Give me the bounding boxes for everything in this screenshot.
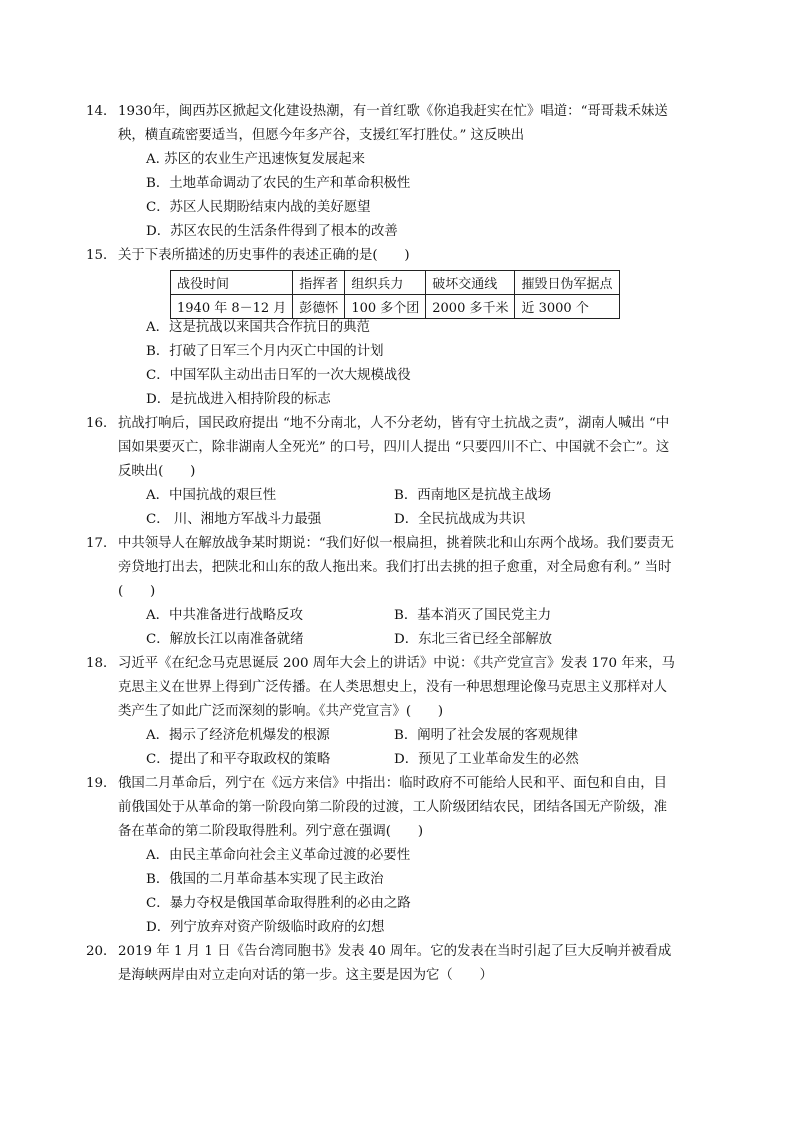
option-c: C．提出了和平夺取政权的策略 bbox=[146, 752, 331, 767]
option-a: A．揭示了经济危机爆发的根源 bbox=[146, 728, 330, 743]
table-cell: 2000 多千米 bbox=[426, 295, 515, 319]
question-text: 1930年，闽西苏区掀起文化建设热潮，有一首红歌《你追我赶实在忙》唱道：“哥哥栽禾妹送秧，横直疏密要适当，但愿今年多产谷，支援红军打胜仗。” 这反映出 bbox=[118, 104, 668, 143]
option-d: D．是抗战进入相持阶段的标志 bbox=[146, 392, 331, 407]
table-header-cell: 破坏交通线 bbox=[426, 271, 515, 295]
question-text: 俄国二月革命后，列宁在《远方来信》中指出：临时政府不可能给人民和平、面包和自由，目前俄国处于从革命的第一阶段向第二阶段的过渡，工人阶级团结农民，团结各国无产阶级，准备在革命的第二阶段取得胜利。列宁意在强调( ) bbox=[118, 776, 668, 839]
option-a: A. 苏区的农业生产迅速恢复发展起来 bbox=[146, 152, 366, 167]
option-a: A．由民主革命向社会主义革命过渡的必要性 bbox=[146, 848, 411, 863]
option-c: C． 川、湘地方军战斗力最强 bbox=[146, 512, 322, 527]
table-cell: 1940 年 8－12 月 bbox=[171, 295, 293, 319]
question-19-stem bbox=[86, 772, 678, 844]
question-18-stem bbox=[86, 652, 678, 724]
question-number: 15． bbox=[86, 248, 117, 263]
table-cell: 100 多个团 bbox=[345, 295, 426, 319]
question-number: 14． bbox=[86, 104, 117, 119]
option-d: D．东北三省已经全部解放 bbox=[394, 632, 553, 647]
question-number: 18． bbox=[86, 656, 117, 671]
question-16-stem bbox=[86, 412, 678, 484]
option-a: A．这是抗战以来国共合作抗日的典范 bbox=[146, 320, 370, 335]
option-b: B．西南地区是抗战主战场 bbox=[394, 488, 552, 503]
table-header-cell: 组织兵力 bbox=[345, 271, 426, 295]
question-15-stem bbox=[86, 244, 678, 268]
question-number: 17． bbox=[86, 536, 117, 551]
question-number: 19． bbox=[86, 776, 117, 791]
question-text: 抗战打响后，国民政府提出 “地不分南北，人不分老幼，皆有守土抗战之责”，湖南人喊出 “中国如果要灭亡，除非湖南人全死光” 的口号，四川人提出 “只要四川不亡、中国就不会亡”。这反映出( ) bbox=[118, 416, 670, 479]
option-c: C．暴力夺权是俄国革命取得胜利的必由之路 bbox=[146, 896, 411, 911]
option-d: D．全民抗战成为共识 bbox=[394, 512, 526, 527]
option-b: B．基本消灭了国民党主力 bbox=[394, 608, 552, 623]
option-d: D．列宁放弃对资产阶级临时政府的幻想 bbox=[146, 920, 385, 935]
option-b: B．阐明了社会发展的客观规律 bbox=[394, 728, 578, 743]
table-header-cell: 战役时间 bbox=[171, 271, 293, 295]
question-17-stem bbox=[86, 532, 678, 604]
question-number: 16． bbox=[86, 416, 117, 431]
option-d: D．预见了工业革命发生的必然 bbox=[394, 752, 579, 767]
option-b: B．打破了日军三个月内灭亡中国的计划 bbox=[146, 344, 384, 359]
option-a: A．中共准备进行战略反攻 bbox=[146, 608, 303, 623]
question-text: 习近平《在纪念马克思诞辰 200 周年大会上的讲话》中说：《共产党宣言》发表 170 年来，马克思主义在世界上得到广泛传播。在人类思想史上，没有一种思想理论像马克思主义那样对人类产生了如此广泛而深刻的影响。《共产党宣言》( ) bbox=[118, 656, 675, 719]
option-b: B．土地革命调动了农民的生产和革命积极性 bbox=[146, 176, 411, 191]
question-20-stem bbox=[86, 940, 678, 988]
question-number: 20． bbox=[86, 944, 117, 959]
question-text: 关于下表所描述的历史事件的表述正确的是( ) bbox=[118, 248, 410, 263]
question-text: 2019 年 1 月 1 日《告台湾同胞书》发表 40 周年。它的发表在当时引起了巨大反响并被看成是海峡两岸由对立走向对话的第一步。这主要是因为它（ ） bbox=[118, 944, 672, 983]
option-a: A．中国抗战的艰巨性 bbox=[146, 488, 277, 503]
question-text: 中共领导人在解放战争某时期说：“我们好似一根扁担，挑着陕北和山东两个战场。我们要责无旁贷地打出去，把陕北和山东的敌人拖出来。我们打出去挑的担子愈重，对全局愈有利。” 当时( ) bbox=[118, 536, 674, 599]
option-c: C．中国军队主动出击日军的一次大规模战役 bbox=[146, 368, 411, 383]
table-header-cell: 摧毁日伪军据点 bbox=[515, 271, 619, 295]
table-cell: 近 3000 个 bbox=[515, 295, 619, 319]
battle-table bbox=[170, 270, 620, 319]
option-d: D．苏区农民的生活条件得到了根本的改善 bbox=[146, 224, 398, 239]
table-header-row bbox=[171, 271, 620, 295]
question-14-stem bbox=[86, 100, 678, 148]
option-c: C．解放长江以南准备就绪 bbox=[146, 632, 304, 647]
option-b: B．俄国的二月革命基本实现了民主政治 bbox=[146, 872, 384, 887]
table-header-cell: 指挥者 bbox=[293, 271, 345, 295]
option-c: C．苏区人民期盼结束内战的美好愿望 bbox=[146, 200, 371, 215]
table-cell: 彭德怀 bbox=[293, 295, 345, 319]
table-row bbox=[171, 295, 620, 319]
